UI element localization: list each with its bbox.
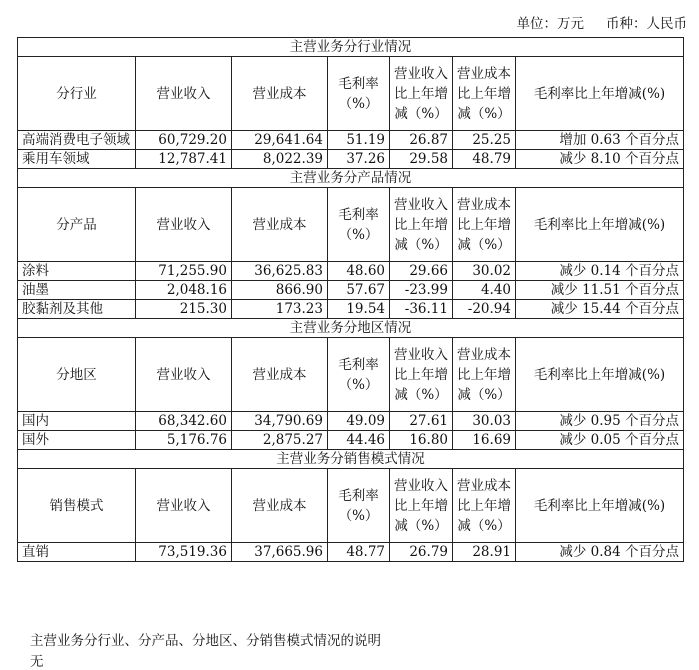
header-margin-change: 毛利率比上年增减(%)	[516, 188, 684, 262]
row-name: 胶黏剂及其他	[18, 300, 136, 319]
note-body: 无	[30, 654, 44, 670]
header-revenue-change: 营业收入比上年增减（%）	[390, 57, 453, 131]
note-title: 主营业务分行业、分产品、分地区、分销售模式情况的说明	[30, 633, 381, 649]
currency-label: 币种：人民币	[606, 16, 687, 32]
section-title-row	[18, 450, 684, 469]
header-revenue: 营业收入	[136, 338, 232, 412]
cell-margin: 48.77	[328, 543, 390, 562]
cell-revenue: 215.30	[136, 300, 232, 319]
cell-cost: 173.23	[232, 300, 328, 319]
header-row	[18, 469, 684, 543]
header-margin-change: 毛利率比上年增减(%)	[516, 338, 684, 412]
main-business-table	[17, 37, 684, 562]
cell-cost: 37,665.96	[232, 543, 328, 562]
table-row	[18, 412, 684, 431]
table-row	[18, 431, 684, 450]
cell-cost-change: 48.79	[453, 150, 516, 169]
header-dimension: 销售模式	[18, 469, 136, 543]
header-dimension: 分行业	[18, 57, 136, 131]
cell-revenue-change: 27.61	[390, 412, 453, 431]
cell-margin: 37.26	[328, 150, 390, 169]
cell-cost: 34,790.69	[232, 412, 328, 431]
cell-margin: 51.19	[328, 131, 390, 150]
cell-margin: 19.54	[328, 300, 390, 319]
cell-margin: 49.09	[328, 412, 390, 431]
cell-margin: 57.67	[328, 281, 390, 300]
section-title: 主营业务分地区情况	[18, 319, 684, 338]
table-row	[18, 131, 684, 150]
header-row	[18, 338, 684, 412]
cell-cost-change: 30.02	[453, 262, 516, 281]
row-name: 涂料	[18, 262, 136, 281]
header-dimension: 分地区	[18, 338, 136, 412]
header-margin: 毛利率（%）	[328, 188, 390, 262]
header-revenue-change: 营业收入比上年增减（%）	[390, 338, 453, 412]
row-name: 国外	[18, 431, 136, 450]
header-revenue: 营业收入	[136, 469, 232, 543]
section-title-row	[18, 38, 684, 57]
cell-margin-change: 减少 0.95 个百分点	[516, 412, 684, 431]
cell-cost: 29,641.64	[232, 131, 328, 150]
cell-cost: 866.90	[232, 281, 328, 300]
cell-revenue-change: 26.87	[390, 131, 453, 150]
section-title: 主营业务分销售模式情况	[18, 450, 684, 469]
header-margin-change: 毛利率比上年增减(%)	[516, 57, 684, 131]
header-margin: 毛利率（%）	[328, 338, 390, 412]
header-cost: 营业成本	[232, 338, 328, 412]
header-margin-change: 毛利率比上年增减(%)	[516, 469, 684, 543]
cell-revenue-change: 26.79	[390, 543, 453, 562]
table-row	[18, 300, 684, 319]
header-margin: 毛利率（%）	[328, 57, 390, 131]
cell-revenue: 60,729.20	[136, 131, 232, 150]
cell-revenue-change: 29.66	[390, 262, 453, 281]
header-cost: 营业成本	[232, 188, 328, 262]
cell-revenue: 68,342.60	[136, 412, 232, 431]
cell-cost-change: 28.91	[453, 543, 516, 562]
section-title-row	[18, 169, 684, 188]
table-row	[18, 150, 684, 169]
header-revenue-change: 营业收入比上年增减（%）	[390, 469, 453, 543]
row-name: 高端消费电子领域	[18, 131, 136, 150]
cell-cost-change: 4.40	[453, 281, 516, 300]
row-name: 直销	[18, 543, 136, 562]
cell-margin-change: 减少 0.14 个百分点	[516, 262, 684, 281]
cell-revenue-change: -36.11	[390, 300, 453, 319]
cell-cost: 2,875.27	[232, 431, 328, 450]
cell-revenue-change: 16.80	[390, 431, 453, 450]
section-title: 主营业务分产品情况	[18, 169, 684, 188]
cell-cost-change: 25.25	[453, 131, 516, 150]
cell-margin-change: 减少 0.84 个百分点	[516, 543, 684, 562]
header-row	[18, 188, 684, 262]
cell-cost-change: 30.03	[453, 412, 516, 431]
unit-label: 单位：万元	[516, 16, 584, 32]
cell-revenue-change: 29.58	[390, 150, 453, 169]
header-cost-change: 营业成本比上年增减（%）	[453, 188, 516, 262]
header-row	[18, 57, 684, 131]
cell-margin: 44.46	[328, 431, 390, 450]
cell-revenue: 2,048.16	[136, 281, 232, 300]
cell-cost-change: -20.94	[453, 300, 516, 319]
header-revenue: 营业收入	[136, 57, 232, 131]
table-row	[18, 281, 684, 300]
section-title-row	[18, 319, 684, 338]
row-name: 国内	[18, 412, 136, 431]
cell-revenue-change: -23.99	[390, 281, 453, 300]
cell-margin-change: 减少 11.51 个百分点	[516, 281, 684, 300]
header-cost-change: 营业成本比上年增减（%）	[453, 469, 516, 543]
table-row	[18, 262, 684, 281]
cell-margin-change: 减少 8.10 个百分点	[516, 150, 684, 169]
cell-margin-change: 减少 0.05 个百分点	[516, 431, 684, 450]
row-name: 油墨	[18, 281, 136, 300]
cell-revenue: 12,787.41	[136, 150, 232, 169]
header-cost: 营业成本	[232, 469, 328, 543]
table-row	[18, 543, 684, 562]
cell-revenue: 71,255.90	[136, 262, 232, 281]
row-name: 乘用车领域	[18, 150, 136, 169]
cell-revenue: 5,176.76	[136, 431, 232, 450]
cell-margin: 48.60	[328, 262, 390, 281]
header-cost: 营业成本	[232, 57, 328, 131]
cell-margin-change: 增加 0.63 个百分点	[516, 131, 684, 150]
header-cost-change: 营业成本比上年增减（%）	[453, 57, 516, 131]
section-title: 主营业务分行业情况	[18, 38, 684, 57]
cell-margin-change: 减少 15.44 个百分点	[516, 300, 684, 319]
header-dimension: 分产品	[18, 188, 136, 262]
cell-cost: 8,022.39	[232, 150, 328, 169]
table-body	[18, 38, 684, 562]
header-revenue-change: 营业收入比上年增减（%）	[390, 188, 453, 262]
cell-cost: 36,625.83	[232, 262, 328, 281]
cell-revenue: 73,519.36	[136, 543, 232, 562]
header-margin: 毛利率（%）	[328, 469, 390, 543]
header-cost-change: 营业成本比上年增减（%）	[453, 338, 516, 412]
cell-cost-change: 16.69	[453, 431, 516, 450]
header-revenue: 营业收入	[136, 188, 232, 262]
unit-line	[16, 12, 687, 32]
